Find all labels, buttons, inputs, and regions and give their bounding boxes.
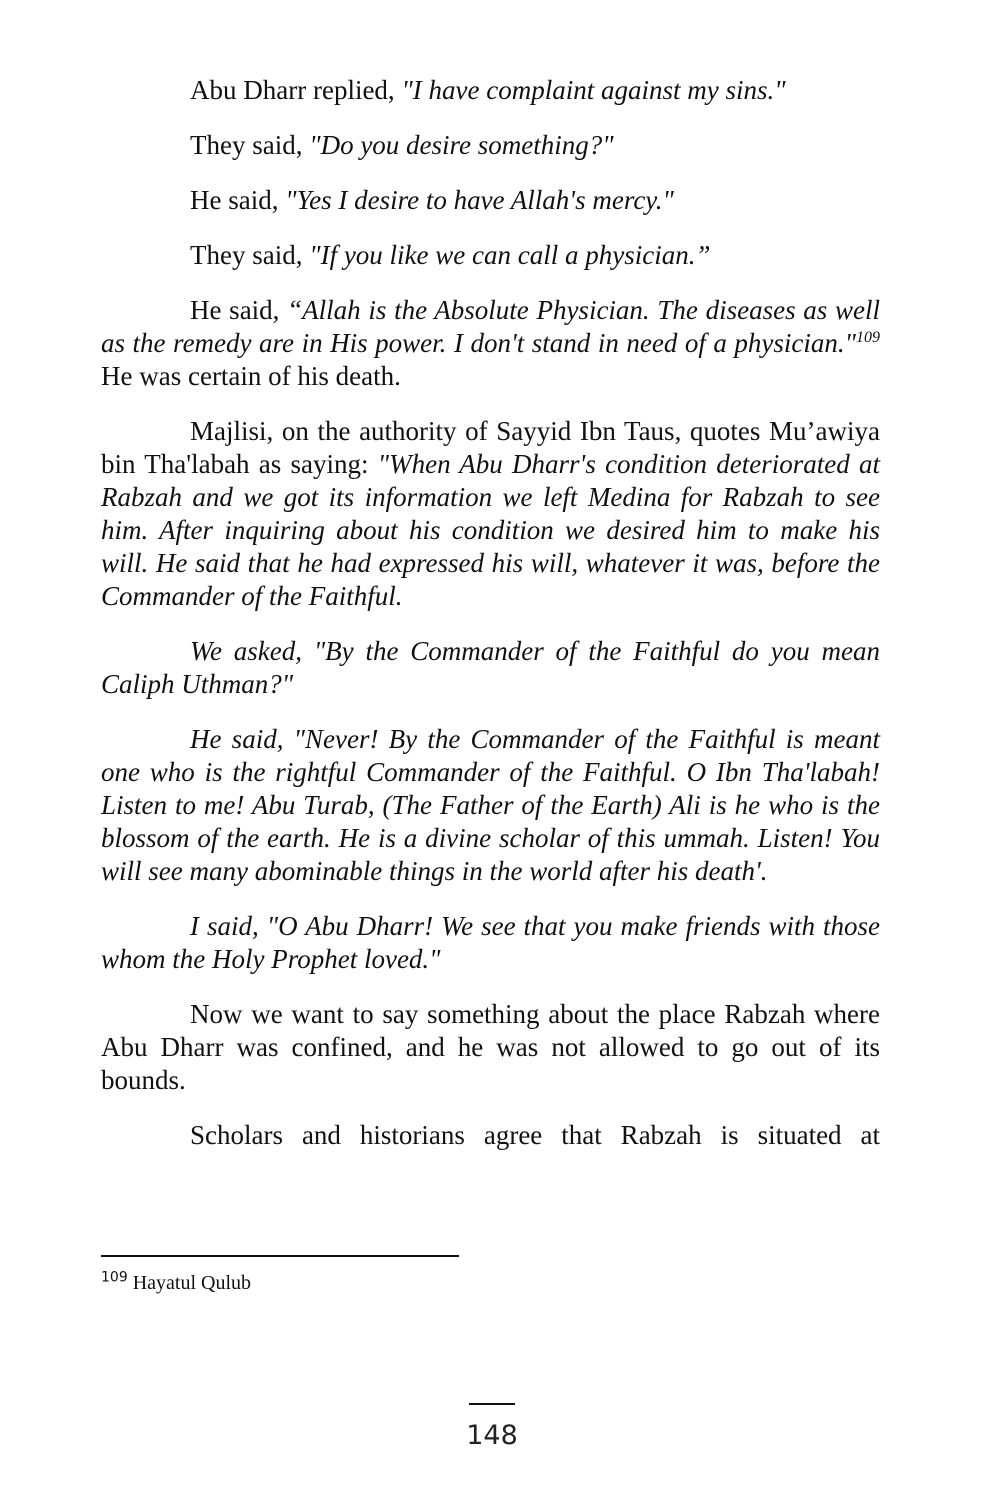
paragraph-4-quote: "If you like we can call a physician.” [309,240,711,270]
page-body [101,74,880,1174]
paragraph-2-lead: They said, [190,130,310,160]
paragraph-8: He said, "Never! By the Commander of the Faithful is meant one who is the rightful Commander of the Faithful. O Ibn Tha'labah! Listen to me! Abu Turab, (The Father of the Earth) Ali is he who is the blossom of the earth. He is a divine scholar of this ummah. Listen! You will see many abominable things in the world after his death'. [101,724,880,886]
footnote-reference[interactable]: 109 [856,329,880,346]
footnote-number: 109 [101,1269,128,1286]
paragraph-6 [101,415,880,613]
footnote [101,1271,251,1295]
paragraph-3-quote: "Yes I desire to have Allah's mercy." [285,185,674,215]
paragraph-3 [101,184,880,217]
paragraph-11: Scholars and historians agree that Rabzah is situated at [190,1120,880,1150]
page-number-rule [469,1403,515,1405]
paragraph-3-lead: He said, [190,185,286,215]
paragraph-1 [101,74,880,107]
paragraph-4 [101,239,880,272]
paragraph-5-tail: He was certain of his death. [101,361,401,391]
paragraph-10: Now we want to say something about the place Rabzah where Abu Dharr was confined, and he was not allowed to go out of its bounds. [101,999,880,1095]
paragraph-2 [101,129,880,162]
footnote-text: Hayatul Qulub [127,1272,252,1294]
paragraph-6-lead: Majlisi, on the authority of Sayyid Ibn Taus, quotes Mu’awiya bin Tha'labah as saying: [101,416,880,479]
paragraph-5-quote: “Allah is the Absolute Physician. The diseases as well as the remedy are in His power. I don't stand in need of a physician." [101,295,880,358]
paragraph-1-quote: "I have complaint against my sins." [401,75,786,105]
paragraph-5 [101,294,880,393]
paragraph-2-quote: "Do you desire something?" [309,130,614,160]
paragraph-7: We asked, "By the Commander of the Faithful do you mean Caliph Uthman?" [101,636,880,699]
paragraph-5-lead: He said, [190,295,288,325]
paragraph-6-quote: "When Abu Dharr's condition deteriorated at Rabzah and we got its information we left Medina for Rabzah to see him. After inquiring about his condition we desired him to make his will. He said that he had expressed his will, whatever it was, before the Commander of the Faithful. [101,449,880,611]
paragraph-4-lead: They said, [190,240,310,270]
page-number: 148 [466,1420,518,1451]
paragraph-1-lead: Abu Dharr replied, [190,75,402,105]
paragraph-9: I said, "O Abu Dharr! We see that you make friends with those whom the Holy Prophet loved." [101,911,880,974]
footnote-divider [101,1255,459,1257]
